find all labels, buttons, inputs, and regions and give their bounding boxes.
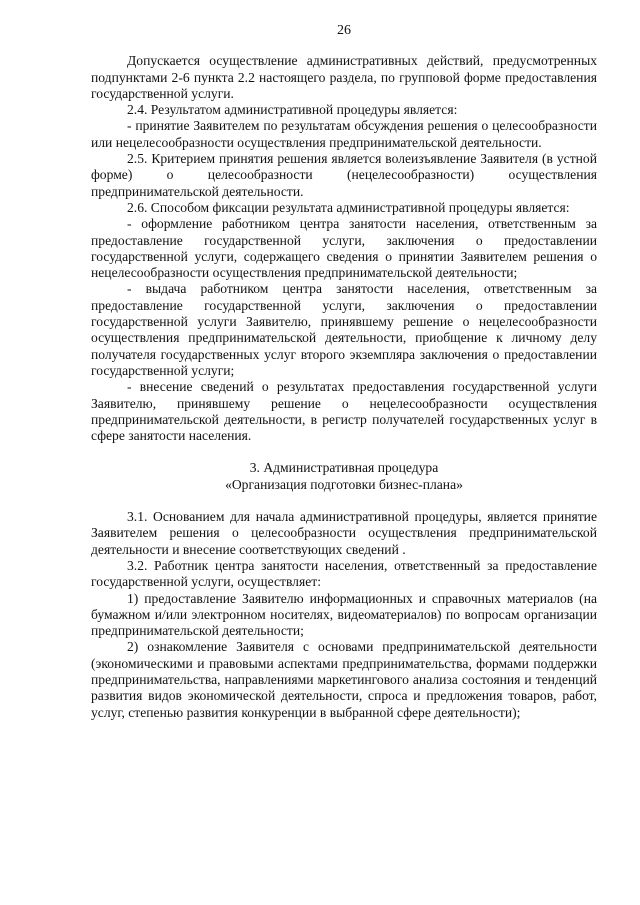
document-page xyxy=(91,23,597,721)
section-heading-number: 3. Административная процедура xyxy=(249,460,439,476)
paragraph-intro: Допускается осуществление административных действий, предусмотренных подпунктами 2-6 пункта 2.2 настоящего раздела, по групповой форме предоставления государственной услуги. xyxy=(91,53,597,101)
section-heading-title: «Организация подготовки бизнес-плана» xyxy=(225,476,463,492)
list-item-register: - внесение сведений о результатах предоставления государственной услуги Заявителю, принявшему решение о нецелесообразности осуществления предпринимательской деятельности, в регистр получателей государственных услуг в сфере занятости населения. xyxy=(91,379,597,444)
list-item-issue: - выдача работником центра занятости населения, ответственным за предоставление государственной услуги, заключения о предоставлении государственной услуги Заявителю, принявшему решение о нецелесообразности осуществления предпринимательской деятельности, приобщение к личному делу получателя государственных услуг второго экземпляра заключения о предоставлении государственной услуги; xyxy=(91,281,597,378)
list-item-result: - принятие Заявителем по результатам обсуждения решения о целесообразности или нецелесообразности осуществления предпринимательской деятельности. xyxy=(91,118,597,150)
list-item-1: 1) предоставление Заявителю информационных и справочных материалов (на бумажном и/или электронном носителях, видеоматериалов) по вопросам организации предпринимательской деятельности; xyxy=(91,590,597,639)
spacer xyxy=(91,493,597,509)
paragraph-3-2: 3.2. Работник центра занятости населения, ответственный за предоставление государственной услуги, осуществляет: xyxy=(91,557,597,590)
paragraph-3-1: 3.1. Основанием для начала административной процедуры, является принятие Заявителем решения о целесообразности осуществления предпринимательской деятельности и внесение соответствующих сведений . xyxy=(91,509,597,557)
list-item-2: 2) ознакомление Заявителя с основами предпринимательской деятельности (экономическими и правовыми аспектами предпринимательства, формами поддержки предпринимательства, направлениями маркетингового анализа состояния и тенденций развития видов экономической деятельности, спроса и предложения товаров, работ, услуг, степенью развития конкуренции в выбранной сфере деятельности); xyxy=(91,639,597,720)
paragraph-2-5: 2.5. Критерием принятия решения является волеизъявление Заявителя (в устной форме) о целесообразности (нецелесообразности) осуществления предпринимательской деятельности. xyxy=(91,151,597,199)
list-item-conclusion: - оформление работником центра занятости населения, ответственным за предоставление государственной услуги, заключения о предоставлении государственной услуги, содержащего сведения о принятии Заявителем решения о нецелесообразности осуществления предпринимательской деятельности; xyxy=(91,216,597,281)
paragraph-2-6: 2.6. Способом фиксации результата административной процедуры является: xyxy=(127,199,570,215)
paragraph-2-4: 2.4. Результатом административной процедуры является: xyxy=(127,102,458,118)
page-number: 26 xyxy=(337,23,351,38)
